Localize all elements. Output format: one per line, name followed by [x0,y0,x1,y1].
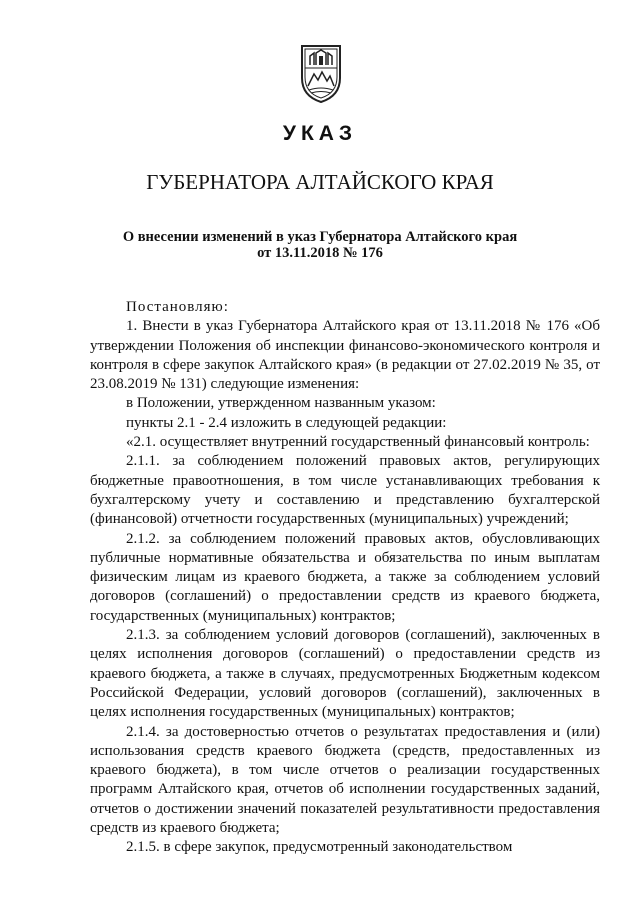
paragraph-items-replace: пункты 2.1 - 2.4 изложить в следующей редакции: [126,414,447,431]
coat-of-arms-icon [296,42,346,104]
paragraph-1: 1. Внести в указ Губернатора Алтайского края от 13.11.2018 № 176 «Об утверждении Положения об инспекции финансово-экономического контроля и контроля в сфере закупок Алтайского края» (в редакции от 27.02.2019 № 35, от 23.08.2019 № 131) следующие изменения: [90,318,600,393]
decree-issuer: ГУБЕРНАТОРА АЛТАЙСКОГО КРАЯ [146,170,494,194]
paragraph-2-1-5: 2.1.5. в сфере закупок, предусмотренный законодательством [126,839,513,856]
heading-line-2: от 13.11.2018 № 176 [257,245,383,261]
paragraph-2-1-3: 2.1.3. за соблюдением условий договоров (соглашений), заключенных в целях исполнения договоров (соглашений) о предоставлении средств из краевого бюджета, а также в случаях, предусмотренных Бюджетным кодексом Российской Федерации, условий договоров (соглашений), заключенных в целях исполнения государственных (муниципальных) контрактов; [90,627,600,721]
paragraph-2-1-2: 2.1.2. за соблюдением положений правовых актов, обусловливающих публичные нормативные обязательства и обязательства по иным выплатам физическим лицам из краевого бюджета, а также за соблюдением условий договоров (соглашений) о предоставлении средств из краевого бюджета, государственных (муниципальных) контрактов; [90,530,600,624]
decree-heading [90,229,550,261]
heading-line-1: О внесении изменений в указ Губернатора Алтайского края [122,229,518,245]
paragraph-2-1-4: 2.1.4. за достоверностью отчетов о результатах предоставления и (или) использования средств краевого бюджета (средств, предоставленных из краевого бюджета), в том числе отчетов о реализации государственных программ Алтайского края, отчетов об исполнении государственных заданий, отчетов о достижении значений показателей результативности предоставления средств из краевого бюджета; [90,723,600,837]
paragraph-in-regulation: в Положении, утвержденном названным указом: [126,395,436,412]
decree-body [90,298,600,858]
paragraph-2-1: «2.1. осуществляет внутренний государственный финансовый контроль: [126,434,590,451]
paragraph-resolve: Постановляю: [126,299,229,315]
decree-title: УКАЗ [282,122,358,145]
paragraph-2-1-1: 2.1.1. за соблюдением положений правовых актов, регулирующих бюджетные правоотношения, в том числе устанавливающих требования к бухгалтерскому учету и составлению и представлению бухгалтерской (финансовой) отчетности государственных (муниципальных) учреждений; [90,453,600,528]
